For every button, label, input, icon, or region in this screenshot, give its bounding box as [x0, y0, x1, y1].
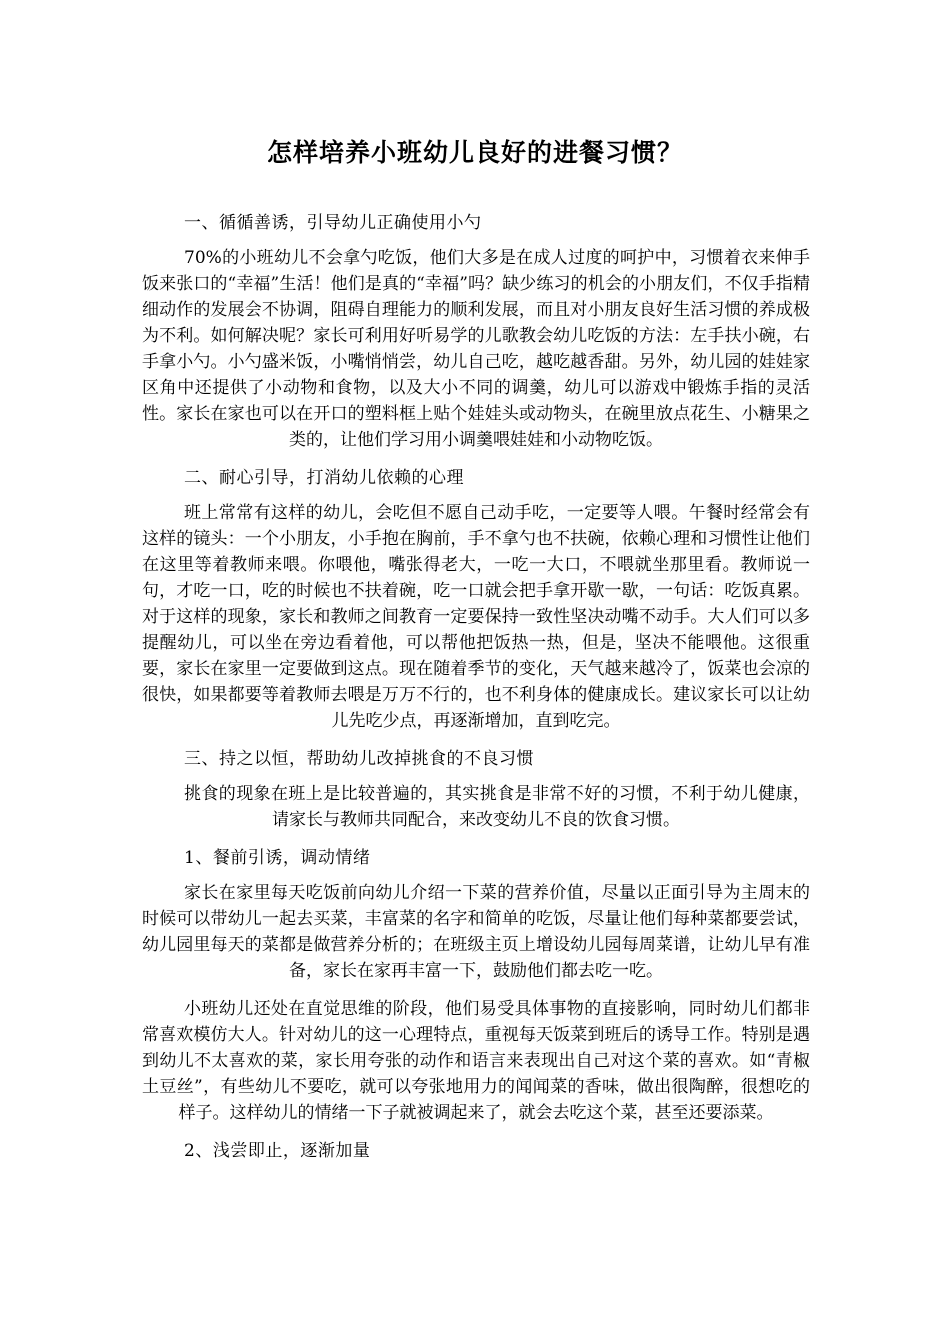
body-paragraph: 家长在家里每天吃饭前向幼儿介绍一下菜的营养价值，尽量以正面引导为主周末的时候可以带幼儿一起去买菜，丰富菜的名字和简单的吃饭，尽量让他们每种菜都要尝试，幼儿园里每天的菜都是做营养分析的；在班级主页上增设幼儿园每周菜谱，让幼儿早有准备，家长在家再丰富一下，鼓励他们都去吃一吃。 — [142, 883, 810, 981]
section-heading: 二、耐心引导，打消幼儿依赖的心理 — [184, 468, 464, 488]
sub-heading: 2、浅尝即止，逐渐加量 — [184, 1141, 371, 1161]
document-body — [142, 210, 810, 1173]
body-paragraph: 70%的小班幼儿不会拿勺吃饭，他们大多是在成人过度的呵护中，习惯着衣来伸手饭来张口的“幸福”生活！他们是真的“幸福”吗？缺少练习的机会的小朋友们，不仅手指精细动作的发展会不协调，阻碍自理能力的顺利发展，而且对小朋友良好生活习惯的养成极为不利。如何解决呢？家长可利用好听易学的儿歌教会幼儿吃饭的方法：左手扶小碗，右手拿小勺。小勺盛米饭，小嘴悄悄尝，幼儿自己吃，越吃越香甜。另外，幼儿园的娃娃家区角中还提供了小动物和食物，以及大小不同的调羹，幼儿可以游戏中锻炼手指的灵活性。家长在家也可以在开口的塑料框上贴个娃娃头或动物头，在碗里放点花生、小糖果之类的，让他们学习用小调羹喂娃娃和小动物吃饭。 — [142, 248, 810, 450]
section-heading: 一、循循善诱，引导幼儿正确使用小勺 — [184, 213, 482, 233]
body-paragraph: 挑食的现象在班上是比较普遍的，其实挑食是非常不好的习惯，不利于幼儿健康，请家长与教师共同配合，来改变幼儿不良的饮食习惯。 — [184, 784, 810, 830]
page-title: 怎样培养小班幼儿良好的进餐习惯？ — [266, 138, 683, 167]
body-paragraph: 小班幼儿还处在直觉思维的阶段，他们易受具体事物的直接影响，同时幼儿们都非常喜欢模仿大人。针对幼儿的这一心理特点，重视每天饭菜到班后的诱导工作。特别是遇到幼儿不太喜欢的菜，家长用夸张的动作和语言来表现出自己对这个菜的喜欢。如“青椒土豆丝”，有些幼儿不要吃，就可以夸张地用力的闻闻菜的香味，做出很陶醉，很想吃的样子。这样幼儿的情绪一下子就被调起来了，就会去吃这个菜，甚至还要添菜。 — [142, 999, 810, 1123]
sub-heading: 1、餐前引诱，调动情绪 — [184, 848, 371, 868]
body-paragraph: 班上常常有这样的幼儿，会吃但不愿自己动手吃，一定要等人喂。午餐时经常会有这样的镜头：一个小朋友，小手抱在胸前，手不拿勺也不扶碗，依赖心理和习惯性让他们在这里等着教师来喂。你喂他，嘴张得老大，一吃一大口，不喂就坐那里看。教师说一句，才吃一口，吃的时候也不扶着碗，吃一口就会把手拿开歇一歇，一句话：吃饭真累。对于这样的现象，家长和教师之间教育一定要保持一致性坚决动嘴不动手。大人们可以多提醒幼儿，可以坐在旁边看着他，可以帮他把饭热一热，但是，坚决不能喂他。这很重要，家长在家里一定要做到这点。现在随着季节的变化，天气越来越冷了，饭菜也会凉的很快，如果都要等着教师去喂是万万不行的，也不利身体的健康成长。建议家长可以让幼儿先吃少点，再逐渐增加，直到吃完。 — [142, 503, 810, 731]
section-heading: 三、持之以恒，帮助幼儿改掉挑食的不良习惯 — [184, 749, 534, 769]
